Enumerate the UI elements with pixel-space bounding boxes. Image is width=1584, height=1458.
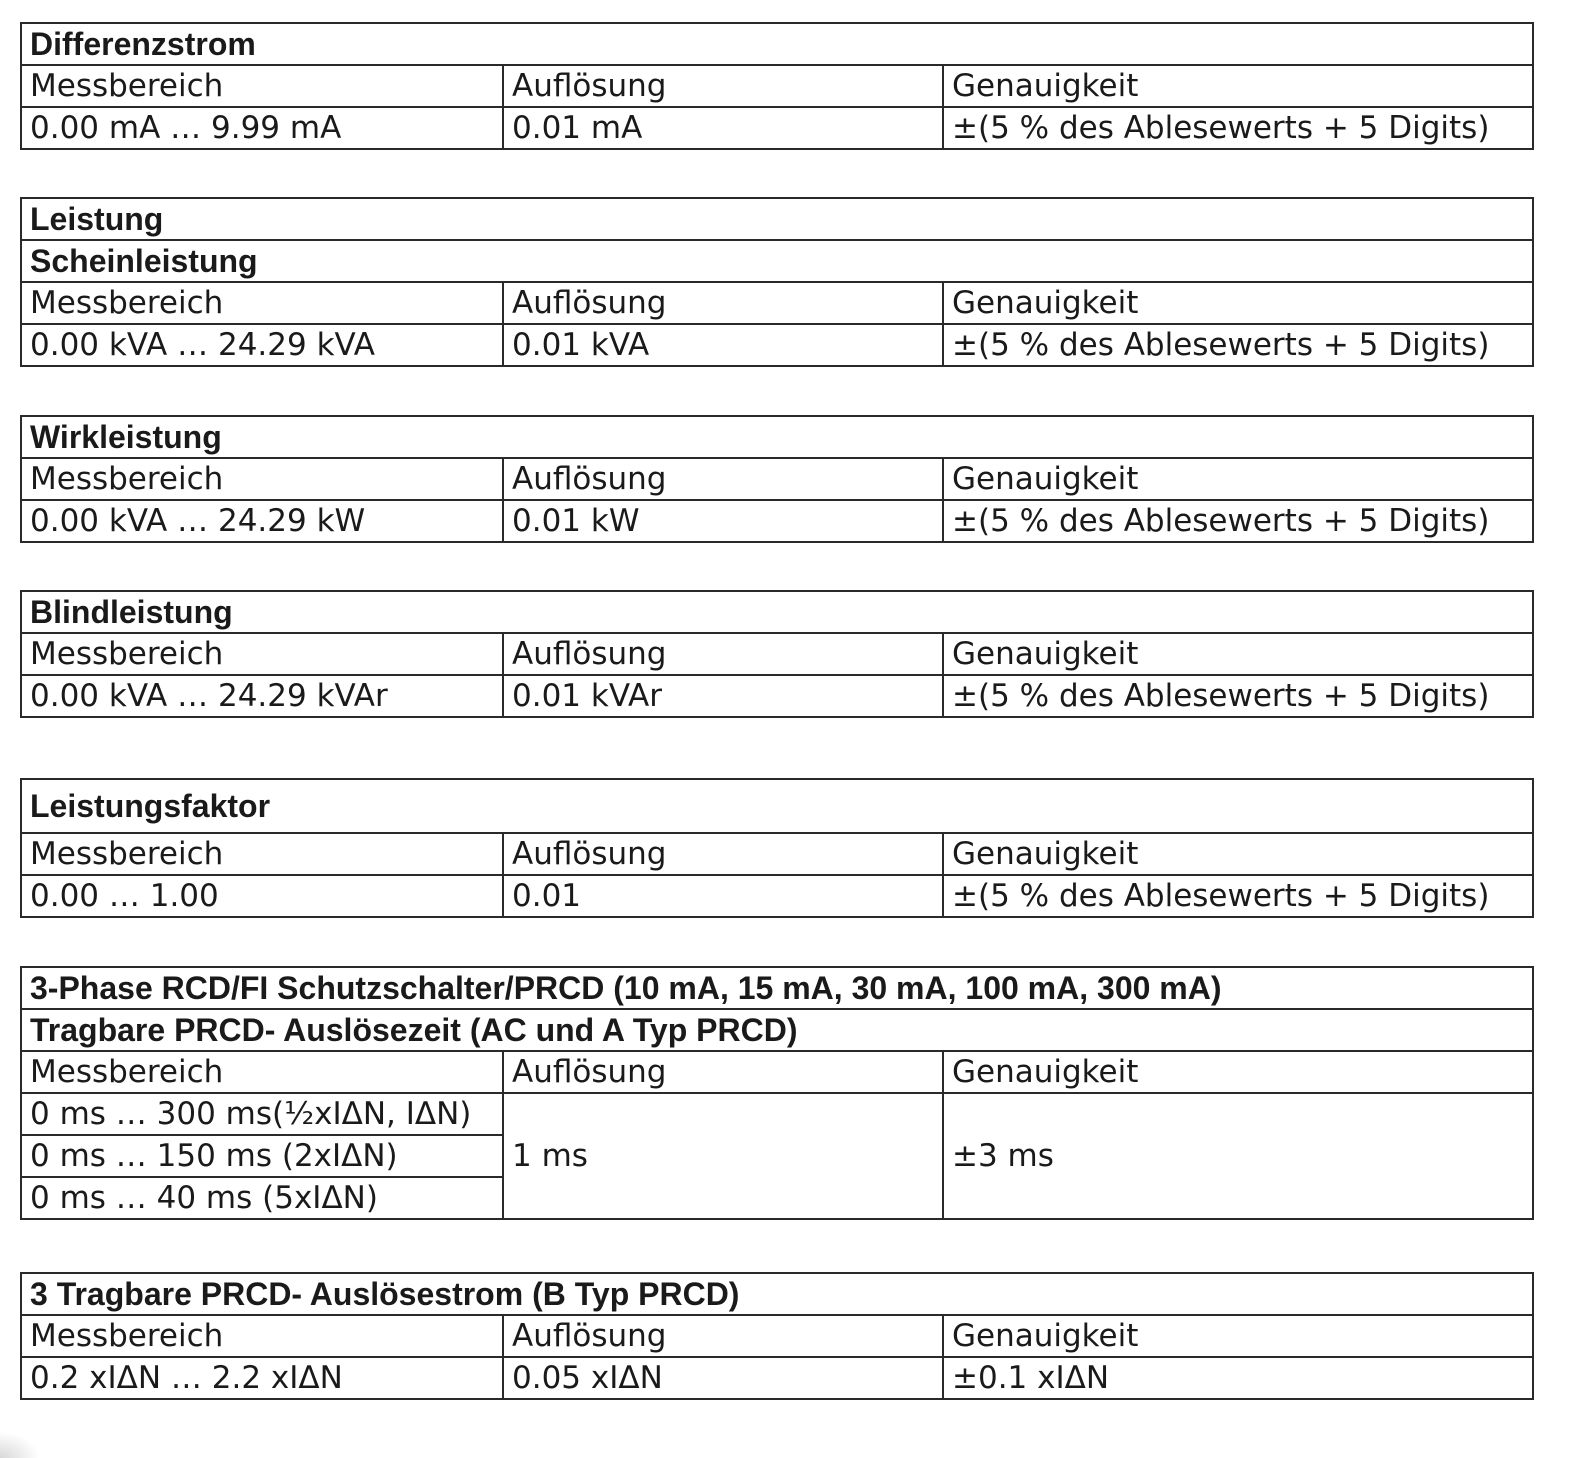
cell-accuracy: ±(5 % des Ablesewerts + 5 Digits): [943, 875, 1533, 917]
section-title: 3 Tragbare PRCD- Auslösestrom (B Typ PRCD): [21, 1273, 1533, 1315]
table-prcd-ausloesestrom: [20, 1272, 1534, 1400]
col-header-aufloesung: Auflösung: [503, 633, 943, 675]
col-header-aufloesung: Auflösung: [503, 1051, 943, 1093]
section-title: Differenzstrom: [21, 23, 1533, 65]
col-header-messbereich: Messbereich: [21, 65, 503, 107]
cell-range: 0 ms … 40 ms (5xIΔN): [21, 1177, 503, 1219]
col-header-aufloesung: Auflösung: [503, 282, 943, 324]
cell-resolution: 0.05 xIΔN: [503, 1357, 943, 1399]
section-title: Leistung: [21, 198, 1533, 240]
col-header-messbereich: Messbereich: [21, 833, 503, 875]
cell-resolution: 0.01 kVA: [503, 324, 943, 366]
col-header-messbereich: Messbereich: [21, 1315, 503, 1357]
cell-resolution: 0.01 mA: [503, 107, 943, 149]
col-header-aufloesung: Auflösung: [503, 833, 943, 875]
table-wirkleistung: [20, 415, 1534, 543]
table-leistungsfaktor: [20, 778, 1534, 918]
table-differenzstrom: [20, 22, 1534, 150]
cell-accuracy: ±(5 % des Ablesewerts + 5 Digits): [943, 324, 1533, 366]
col-header-aufloesung: Auflösung: [503, 65, 943, 107]
col-header-genauigkeit: Genauigkeit: [943, 1051, 1533, 1093]
cell-resolution: 0.01: [503, 875, 943, 917]
col-header-genauigkeit: Genauigkeit: [943, 833, 1533, 875]
cell-accuracy: ±0.1 xIΔN: [943, 1357, 1533, 1399]
col-header-genauigkeit: Genauigkeit: [943, 65, 1533, 107]
cell-range: 0 ms … 300 ms(½xIΔN, IΔN): [21, 1093, 503, 1135]
col-header-aufloesung: Auflösung: [503, 458, 943, 500]
col-header-genauigkeit: Genauigkeit: [943, 282, 1533, 324]
col-header-genauigkeit: Genauigkeit: [943, 458, 1533, 500]
cell-resolution: 0.01 kVAr: [503, 675, 943, 717]
cell-accuracy: ±(5 % des Ablesewerts + 5 Digits): [943, 675, 1533, 717]
cell-range: 0.00 kVA … 24.29 kVAr: [21, 675, 503, 717]
cell-resolution: 0.01 kW: [503, 500, 943, 542]
section-title: Wirkleistung: [21, 416, 1533, 458]
cell-accuracy: ±3 ms: [943, 1093, 1533, 1219]
section-subtitle: Scheinleistung: [21, 240, 1533, 282]
table-blindleistung: [20, 590, 1534, 718]
table-rcd-ausloesezeit: [20, 966, 1534, 1220]
section-subtitle: Tragbare PRCD- Auslösezeit (AC und A Typ PRCD): [21, 1009, 1533, 1051]
cell-accuracy: ±(5 % des Ablesewerts + 5 Digits): [943, 107, 1533, 149]
cell-accuracy: ±(5 % des Ablesewerts + 5 Digits): [943, 500, 1533, 542]
col-header-genauigkeit: Genauigkeit: [943, 633, 1533, 675]
cell-range: 0.2 xIΔN … 2.2 xIΔN: [21, 1357, 503, 1399]
cell-resolution: 1 ms: [503, 1093, 943, 1219]
cell-range: 0.00 kVA … 24.29 kVA: [21, 324, 503, 366]
section-title: 3-Phase RCD/FI Schutzschalter/PRCD (10 mA, 15 mA, 30 mA, 100 mA, 300 mA): [21, 967, 1533, 1009]
table-scheinleistung: [20, 197, 1534, 367]
col-header-messbereich: Messbereich: [21, 633, 503, 675]
cell-range: 0.00 … 1.00: [21, 875, 503, 917]
section-title: Blindleistung: [21, 591, 1533, 633]
cell-range: 0 ms … 150 ms (2xIΔN): [21, 1135, 503, 1177]
cell-range: 0.00 kVA … 24.29 kW: [21, 500, 503, 542]
cell-range: 0.00 mA … 9.99 mA: [21, 107, 503, 149]
col-header-messbereich: Messbereich: [21, 1051, 503, 1093]
col-header-genauigkeit: Genauigkeit: [943, 1315, 1533, 1357]
col-header-messbereich: Messbereich: [21, 458, 503, 500]
section-title: Leistungsfaktor: [21, 779, 1533, 833]
page-corner-shadow: [0, 1432, 40, 1458]
col-header-aufloesung: Auflösung: [503, 1315, 943, 1357]
col-header-messbereich: Messbereich: [21, 282, 503, 324]
